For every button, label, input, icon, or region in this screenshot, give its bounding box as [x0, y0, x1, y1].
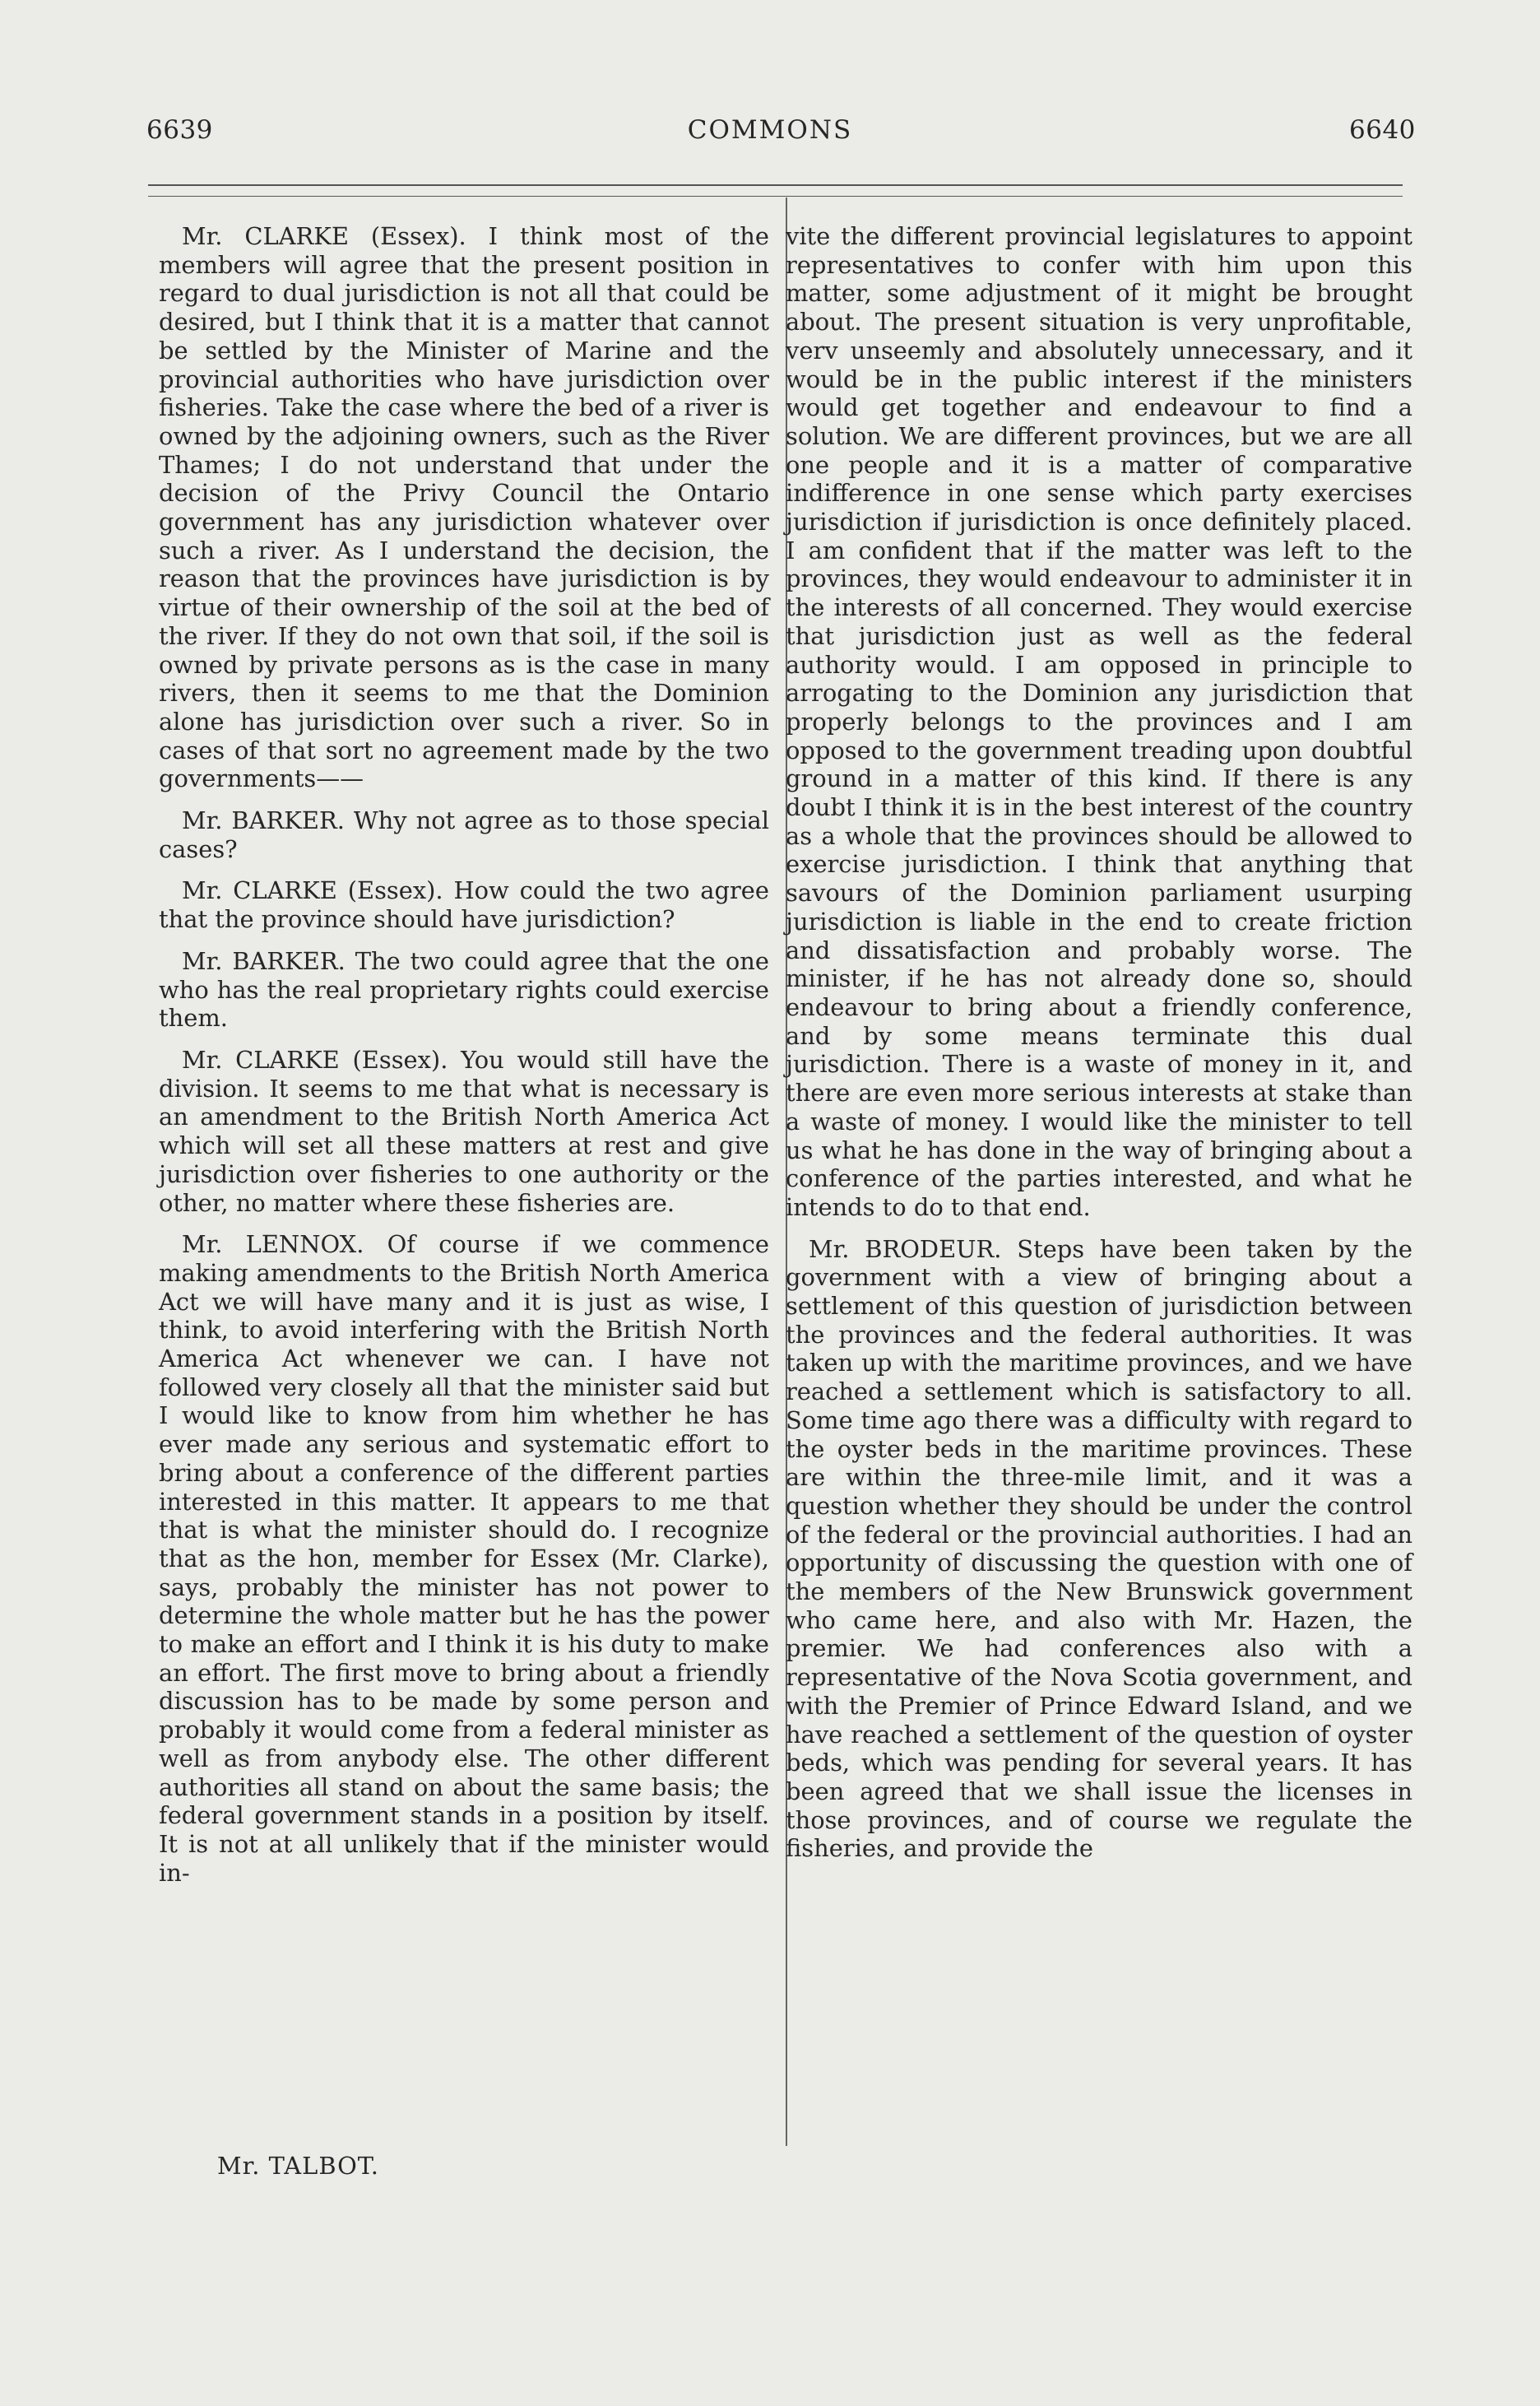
- left-column: [159, 222, 769, 1900]
- header-rule-thin: [148, 196, 1403, 197]
- speech-paragraph: Mr. LENNOX. Of course if we commence making amendments to the British North America Act we will have many and it is just as wise, I think, to avoid interfering with the British North America Act whenever we can. I have not followed very closely all that the minister said but I would like to know from him whether he has ever made any serious and systematic effort to bring about a conference of the different parties interested in this matter. It appears to me that that is what the minister should do. I recognize that as the hon, member for Essex (Mr. Clarke), says, probably the minister has not power to determine the whole matter but he has the power to make an effort and I think it is his duty to make an effort. The first move to bring about a friendly discussion has to be made by some person and probably it would come from a federal minister as well as from anybody else. The other different authorities all stand on about the same basis; the federal government stands in a position by itself. It is not at all unlikely that if the minister would in-: [159, 1230, 769, 1887]
- speech-paragraph: Mr. CLARKE (Essex). How could the two agree that the province should have jurisdiction?: [159, 876, 769, 934]
- speech-paragraph: Mr. CLARKE (Essex). I think most of the members will agree that the present position in regard to dual jurisdiction is not all that could be desired, but I think that it is a matter that cannot be settled by the Minister of Marine and the provincial authorities who have jurisdiction over fisheries. Take the case where the bed of a river is owned by the adjoining owners, such as the River Thames; I do not understand that under the decision of the Privy Council the Ontario government has any jurisdiction whatever over such a river. As I understand the decision, the reason that the provinces have jurisdiction is by virtue of their ownership of the soil at the bed of the river. If they do not own that soil, if the soil is owned by private persons as is the case in many rivers, then it seems to me that the Dominion alone has jurisdiction over such a river. So in cases of that sort no agreement made by the two governments——: [159, 222, 769, 793]
- page-title: COMMONS: [687, 115, 853, 145]
- speaker-signature: Mr. TALBOT.: [217, 2152, 379, 2180]
- speech-paragraph: Mr. CLARKE (Essex). You would still have the division. It seems to me that what is necessary is an amendment to the British North America Act which will set all these matters at rest and give jurisdiction over fisheries to one authority or the other, no matter where these fisheries are.: [159, 1045, 769, 1217]
- header-rule-thick: [148, 184, 1403, 186]
- speech-paragraph: Mr. BARKER. The two could agree that the one who has the real proprietary rights could exercise them.: [159, 946, 769, 1033]
- speech-paragraph: Mr. BARKER. Why not agree as to those special cases?: [159, 806, 769, 863]
- speech-paragraph-continued: vite the different provincial legislatures to appoint representatives to confer with him upon this matter, some adjustment of it might be brought about. The present situation is very unprofitable, verv unseemly and absolutely unnecessary, and it would be in the public interest if the ministers would get together and endeavour to find a solution. We are different provinces, but we are all one people and it is a matter of comparative indifference in one sense which party exercises jurisdiction if jurisdiction is once definitely placed. I am confident that if the matter was left to the provinces, they would endeavour to administer it in the interests of all concerned. They would exercise that jurisdiction just as well as the federal authority would. I am opposed in principle to arrogating to the Dominion any jurisdiction that properly belongs to the provinces and I am opposed to the government treading upon doubtful ground in a matter of this kind. If there is any doubt I think it is in the best interest of the country as a whole that the provinces should be allowed to exercise jurisdiction. I think that anything that savours of the Dominion parliament usurping jurisdiction is liable in the end to create friction and dissatisfaction and probably worse. The minister, if he has not already done so, should endeavour to bring about a friendly conference, and by some means terminate this dual jurisdiction. There is a waste of money in it, and there are even more serious interests at stake than a waste of money. I would like the minister to tell us what he has done in the way of bringing about a conference of the parties interested, and what he intends to do to that end.: [786, 222, 1412, 1221]
- page-number-left: 6639: [146, 115, 213, 145]
- page-number-right: 6640: [1349, 115, 1416, 145]
- right-column: [786, 222, 1412, 1876]
- speech-paragraph: Mr. BRODEUR. Steps have been taken by the government with a view of bringing about a settlement of this question of jurisdiction between the provinces and the federal authorities. It was taken up with the maritime provinces, and we have reached a settlement which is satisfactory to all. Some time ago there was a difficulty with regard to the oyster beds in the maritime provinces. These are within the three-mile limit, and it was a question whether they should be under the control of the federal or the provincial authorities. I had an opportunity of discussing the question with one of the members of the New Brunswick government who came here, and also with Mr. Hazen, the premier. We had conferences also with a representative of the Nova Scotia government, and with the Premier of Prince Edward Island, and we have reached a settlement of the question of oyster beds, which was pending for several years. It has been agreed that we shall issue the licenses in those provinces, and of course we regulate the fisheries, and provide the: [786, 1234, 1412, 1863]
